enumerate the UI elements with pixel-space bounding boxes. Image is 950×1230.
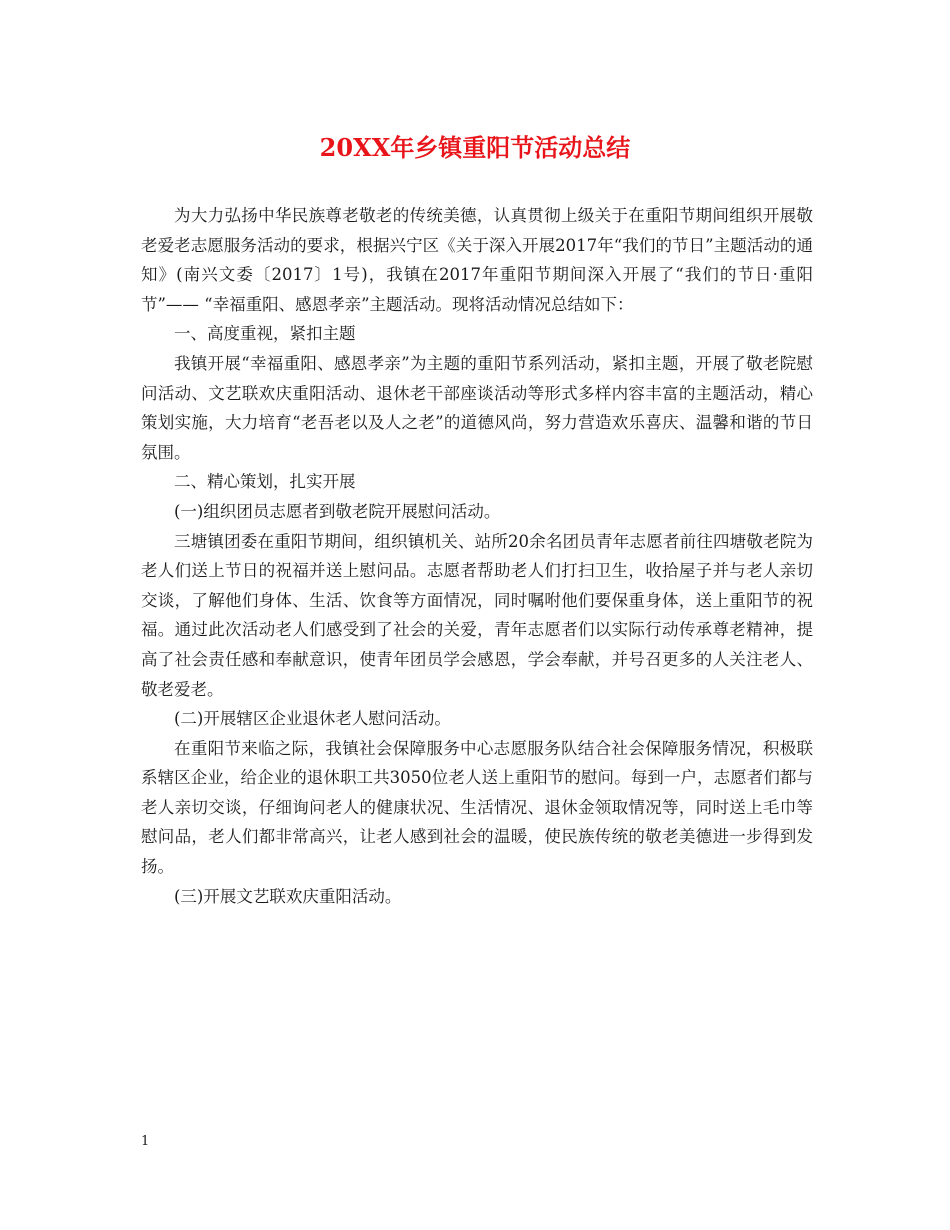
page-number: 1 bbox=[141, 1134, 150, 1149]
paragraph-section-1: 我镇开展“幸福重阳、感恩孝亲”为主题的重阳节系列活动，紧扣主题，开展了敬老院慰问活动、文艺联欢庆重阳活动、退休老干部座谈活动等形式多样内容丰富的主题活动，精心策划实施，大力培育“老吾老以及人之老”的道德风尚，努力营造欢乐喜庆、温馨和谐的节日氛围。 bbox=[141, 353, 813, 462]
paragraph-subsection-1: 三塘镇团委在重阳节期间，组织镇机关、站所20余名团员青年志愿者前往四塘敬老院为老人们送上节日的祝福并送上慰问品。志愿者帮助老人们打扫卫生，收拾屋子并与老人亲切交谈，了解他们身体、生活、饮食等方面情况，同时嘱咐他们要保重身体，送上重阳节的祝福。通过此次活动老人们感受到了社会的关爱，青年志愿者们以实际行动传承尊老精神，提高了社会责任感和奉献意识，使青年团员学会感恩，学会奉献，并号召更多的人关注老人、敬老爱老。 bbox=[141, 531, 813, 699]
document-title: 20XX年乡镇重阳节活动总结 bbox=[319, 133, 631, 162]
document-body bbox=[141, 201, 813, 911]
section-heading-2: 二、精心策划，扎实开展 bbox=[174, 472, 356, 492]
section-heading-1: 一、高度重视，紧扣主题 bbox=[174, 324, 356, 344]
paragraph-intro: 为大力弘扬中华民族尊老敬老的传统美德，认真贯彻上级关于在重阳节期间组织开展敬老爱老志愿服务活动的要求，根据兴宁区《关于深入开展2017年“我们的节日”主题活动的通知》(南兴文委〔2017〕1号)，我镇在2017年重阳节期间深入开展了“我们的节日·重阳节”—— “幸福重阳、感恩孝亲”主题活动。现将活动情况总结如下： bbox=[141, 206, 813, 314]
paragraph-subsection-2: 在重阳节来临之际，我镇社会保障服务中心志愿服务队结合社会保障服务情况，积极联系辖区企业，给企业的退休职工共3050位老人送上重阳节的慰问。每到一户，志愿者们都与老人亲切交谈，仔细询问老人的健康状况、生活情况、退休金领取情况等，同时送上毛巾等慰问品，老人们都非常高兴，让老人感到社会的温暖，使民族传统的敬老美德进一步得到发扬。 bbox=[141, 738, 813, 877]
subsection-heading-3: (三)开展文艺联欢庆重阳活动。 bbox=[174, 886, 402, 906]
subsection-heading-1: (一)组织团员志愿者到敬老院开展慰问活动。 bbox=[174, 501, 501, 521]
subsection-heading-2: (二)开展辖区企业退休老人慰问活动。 bbox=[174, 709, 451, 729]
